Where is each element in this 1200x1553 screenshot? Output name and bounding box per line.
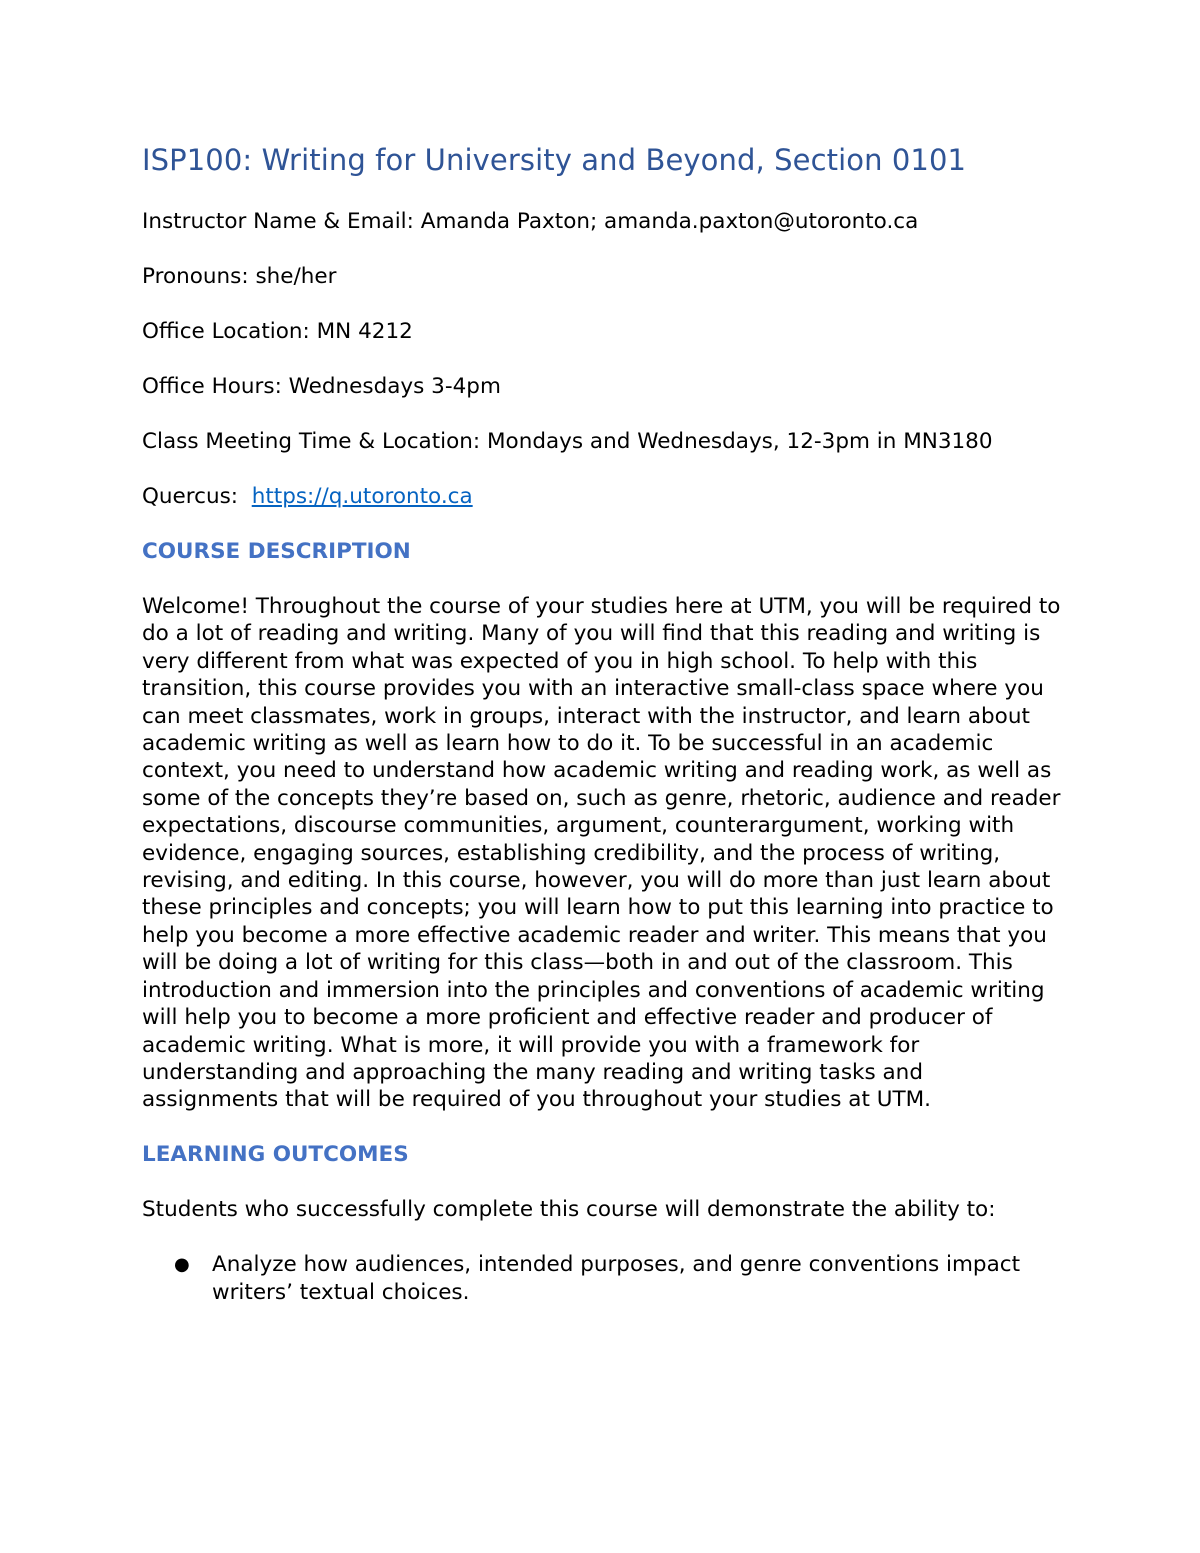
list-item-text: Analyze how audiences, intended purposes, and genre conventions impact writers’ textual choices.	[212, 1252, 1021, 1305]
document-page	[142, 136, 1062, 1333]
office-location-line	[142, 318, 1062, 346]
quercus-line	[142, 483, 1062, 511]
office-location-label: Office Location:	[142, 319, 310, 344]
office-hours-label: Office Hours:	[142, 374, 282, 399]
pronouns-line	[142, 263, 1062, 291]
class-meeting-value: Mondays and Wednesdays, 12-3pm in MN3180	[487, 429, 993, 454]
document-title: ISP100: Writing for University and Beyond, Section 0101	[142, 143, 967, 177]
instructor-value: Amanda Paxton; amanda.paxton@utoronto.ca	[420, 209, 919, 234]
quercus-label: Quercus:	[142, 484, 239, 509]
learning-outcomes-list	[142, 1251, 1062, 1306]
instructor-line	[142, 208, 1062, 236]
office-hours-value: Wednesdays 3-4pm	[288, 374, 501, 399]
office-hours-line	[142, 373, 1062, 401]
bullet-icon: ●	[174, 1254, 190, 1276]
learning-outcomes-heading: LEARNING OUTCOMES	[142, 1142, 409, 1168]
list-item	[142, 1251, 1062, 1306]
office-location-value: MN 4212	[316, 319, 413, 344]
course-description-body: Welcome! Throughout the course of your studies here at UTM, you will be required to do a lot of reading and writing. Many of you will find that this reading and writing is very different from what was expected of you in high school. To help with this transition, this course provides you with an interactive small-class space where you can meet classmates, work in groups, interact with the instructor, and learn about academic writing as well as learn how to do it. To be successful in an academic context, you need to understand how academic writing and reading work, as well as some of the concepts they’re based on, such as genre, rhetoric, audience and reader expectations, discourse communities, argument, counterargument, working with evidence, engaging sources, establishing credibility, and the process of writing, revising, and editing. In this course, however, you will do more than just learn about these principles and concepts; you will learn how to put this learning into practice to help you become a more effective academic reader and writer. This means that you will be doing a lot of writing for this class—both in and out of the classroom. This introduction and immersion into the principles and conventions of academic writing will help you to become a more proficient and effective reader and producer of academic writing. What is more, it will provide you with a framework for understanding and approaching the many reading and writing tasks and assignments that will be required of you throughout your studies at UTM.	[142, 594, 1061, 1113]
class-meeting-label: Class Meeting Time & Location:	[142, 429, 481, 454]
pronouns-label: Pronouns:	[142, 264, 249, 289]
instructor-label: Instructor Name & Email:	[142, 209, 414, 234]
learning-outcomes-intro: Students who successfully complete this course will demonstrate the ability to:	[142, 1197, 996, 1223]
class-meeting-line	[142, 428, 1062, 456]
quercus-link[interactable]: https://q.utoronto.ca	[251, 484, 473, 509]
course-description-heading: COURSE DESCRIPTION	[142, 539, 411, 564]
pronouns-value: she/her	[255, 264, 337, 289]
